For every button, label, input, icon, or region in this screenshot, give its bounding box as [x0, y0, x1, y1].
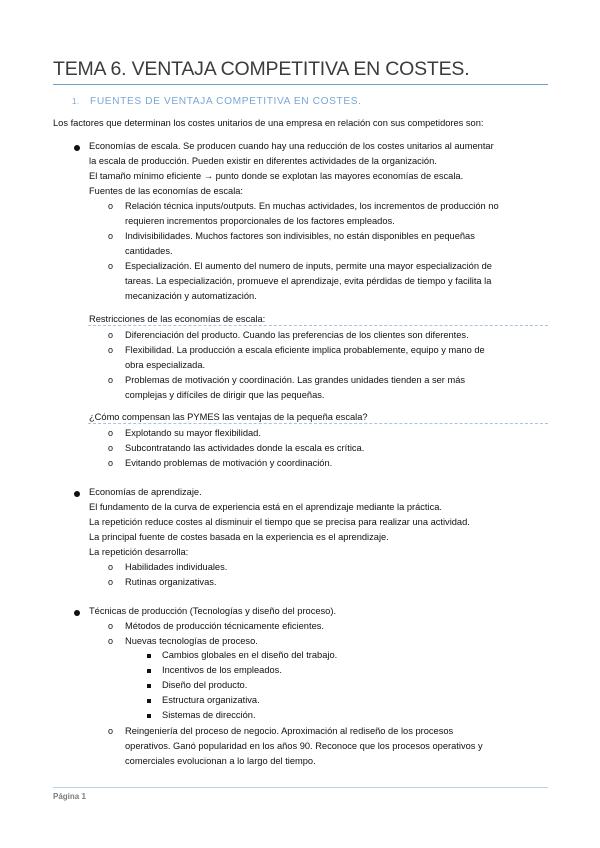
circle-bullet: o	[108, 330, 114, 340]
list-item-line: mecanización y automatización.	[125, 291, 257, 301]
circle-bullet: o	[108, 345, 114, 355]
dashed-divider	[88, 325, 548, 326]
circle-bullet: o	[108, 562, 114, 572]
list-item-line: obra especializada.	[125, 360, 206, 370]
bullet-dot	[74, 610, 80, 616]
square-bullet	[147, 699, 151, 703]
list-item-line: complejas y difíciles de dirigir que las pequeñas.	[125, 390, 325, 400]
section-heading	[72, 96, 362, 107]
paragraph-line: El fundamento de la curva de experiencia está en el aprendizaje mediante la práctica.	[89, 502, 442, 512]
circle-bullet: o	[108, 577, 114, 587]
list-item-line: Habilidades individuales.	[125, 562, 228, 572]
page-title: TEMA 6. VENTAJA COMPETITIVA EN COSTES.	[53, 58, 470, 80]
circle-bullet: o	[108, 375, 114, 385]
paragraph-line: Técnicas de producción (Tecnologías y diseño del proceso).	[89, 606, 337, 616]
bullet-dot	[74, 491, 80, 497]
circle-bullet: o	[108, 428, 114, 438]
pymes-label: ¿Cómo compensan las PYMES las ventajas de la pequeña escala?	[89, 412, 368, 422]
list-item-line: Evitando problemas de motivación y coordinación.	[125, 458, 333, 468]
list-item-line: requieren incrementos proporcionales de los factores empleados.	[125, 216, 395, 226]
list-item-line: Métodos de producción técnicamente eficientes.	[125, 621, 324, 631]
list-item-line: Rutinas organizativas.	[125, 577, 217, 587]
page-number: Página 1	[53, 792, 86, 801]
paragraph-line: La principal fuente de costes basada en la experiencia es el aprendizaje.	[89, 532, 389, 542]
list-item-line: Especialización. El aumento del numero de inputs, permite una mayor especialización de	[125, 261, 492, 271]
list-item-line: cantidades.	[125, 246, 173, 256]
square-bullet	[147, 684, 151, 688]
sub-list-item: Cambios globales en el diseño del trabajo.	[162, 650, 338, 660]
circle-bullet: o	[108, 458, 114, 468]
paragraph-line: La repetición desarrolla:	[89, 547, 189, 557]
sub-list-item: Incentivos de los empleados.	[162, 665, 282, 675]
footer-divider	[53, 787, 548, 788]
circle-bullet: o	[108, 261, 114, 271]
sub-list-item: Sistemas de dirección.	[162, 710, 256, 720]
restrictions-label: Restricciones de las economías de escala:	[89, 314, 266, 324]
paragraph-line: El tamaño mínimo eficiente → punto donde se explotan las mayores economías de escala.	[89, 171, 464, 181]
circle-bullet: o	[108, 621, 114, 631]
sub-list-item: Diseño del producto.	[162, 680, 248, 690]
list-item-line: Diferenciación del producto. Cuando las preferencias de los clientes son diferentes.	[125, 330, 469, 340]
circle-bullet: o	[108, 726, 114, 736]
list-item-line: Explotando su mayor flexibilidad.	[125, 428, 261, 438]
dashed-divider	[88, 423, 548, 424]
circle-bullet: o	[108, 443, 114, 453]
paragraph-line: Fuentes de las economías de escala:	[89, 186, 244, 196]
list-item-line: Relación técnica inputs/outputs. En muchas actividades, los incrementos de producción no	[125, 201, 499, 211]
list-item-line: Nuevas tecnologías de proceso.	[125, 636, 258, 646]
square-bullet	[147, 669, 151, 673]
list-item-line: Indivisibilidades. Muchos factores son indivisibles, no están disponibles en pequeñas	[125, 231, 475, 241]
circle-bullet: o	[108, 231, 114, 241]
list-item-line: Flexibilidad. La producción a escala eficiente implica probablemente, equipo y mano de	[125, 345, 485, 355]
circle-bullet: o	[108, 636, 114, 646]
sub-list-item: Estructura organizativa.	[162, 695, 260, 705]
list-item-line: operativos. Ganó popularidad en los años 90. Reconoce que los procesos operativos y	[125, 741, 483, 751]
list-item-line: Problemas de motivación y coordinación. Las grandes unidades tienden a ser más	[125, 375, 466, 385]
section-number: 1.	[72, 97, 80, 106]
list-item-line: Reingeniería del proceso de negocio. Aproximación al rediseño de los procesos	[125, 726, 454, 736]
title-underline	[53, 84, 548, 85]
paragraph-line: Economías de aprendizaje.	[89, 487, 202, 497]
paragraph-line: La repetición reduce costes al disminuir el tiempo que se precisa para realizar una actividad.	[89, 517, 470, 527]
paragraph-line: Economías de escala. Se producen cuando hay una reducción de los costes unitarios al aumentar	[89, 141, 494, 151]
section-heading-text: FUENTES DE VENTAJA COMPETITIVA EN COSTES.	[90, 96, 362, 107]
paragraph-line: la escala de producción. Pueden existir en diferentes actividades de la organización.	[89, 156, 437, 166]
bullet-dot	[74, 145, 80, 151]
square-bullet	[147, 654, 151, 658]
intro-paragraph: Los factores que determinan los costes unitarios de una empresa en relación con sus competidores son:	[53, 118, 484, 128]
list-item-line: comerciales evolucionan a lo largo del tiempo.	[125, 756, 316, 766]
circle-bullet: o	[108, 201, 114, 211]
list-item-line: Subcontratando las actividades donde la escala es crítica.	[125, 443, 365, 453]
square-bullet	[147, 714, 151, 718]
list-item-line: tareas. La especialización, promueve el aprendizaje, evita pérdidas de tiempo y facilita la	[125, 276, 492, 286]
